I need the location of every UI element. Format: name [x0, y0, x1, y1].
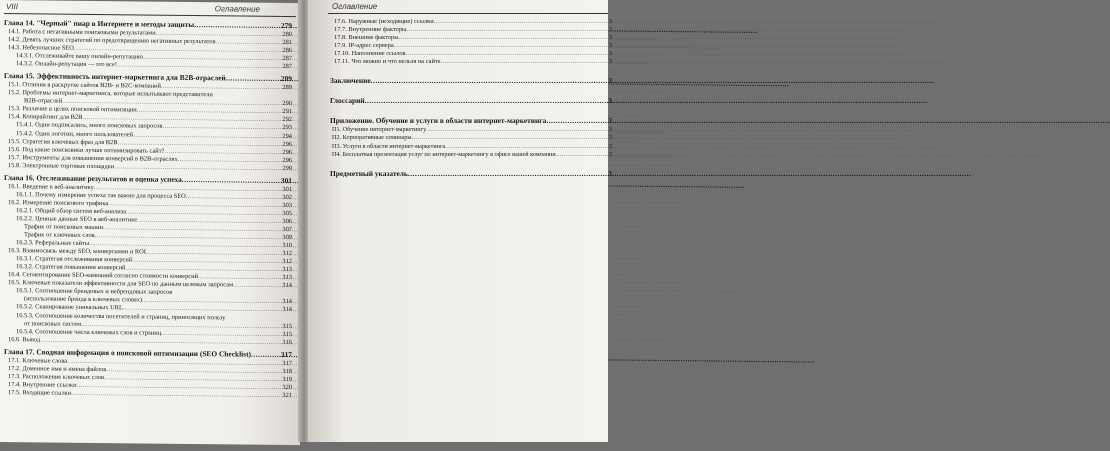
toc-entry-title: Глава 15. Эффективность интернет-маркетинга для B2B-отраслей: [4, 71, 226, 83]
toc-page-number: 3: [608, 96, 612, 106]
toc-entry: [4, 389, 292, 400]
toc-page-number: 3: [608, 26, 612, 34]
toc-leader-dots: [441, 58, 608, 66]
toc-leader-dots: [114, 163, 281, 173]
toc-entry: [330, 134, 612, 142]
toc-entry-title: 17.6. Наружные (исходящие) ссылки: [334, 18, 434, 25]
toc-page-number: 314: [282, 306, 292, 314]
toc-page-number: 3: [608, 50, 612, 58]
toc-entry-title: 17.5. Входящие ссылки: [8, 388, 72, 397]
toc-page-number: 313: [282, 274, 292, 282]
toc-leader-dots: [40, 336, 281, 347]
right-page: [308, 0, 612, 442]
toc-leader-dots: [412, 134, 608, 142]
toc-leader-dots: [556, 151, 608, 159]
toc-page-number: 296: [282, 148, 292, 156]
toc-gap: [330, 86, 612, 93]
toc-entry-title: П4. Бесплатная презентация услуг по интернет-маркетингу в офисе вашей компании: [332, 150, 556, 158]
toc-entry-title: 16.1. Введение в веб-аналитику: [8, 182, 94, 191]
toc-entry-title: 14.3.1. Отслеживайте вашу онлайн-репутацию: [16, 52, 143, 61]
toc-entry: [330, 58, 612, 66]
toc-entry-title: Глоссарий: [330, 96, 365, 106]
toc-page-number: 296: [282, 156, 292, 164]
toc-page-number: 3: [608, 134, 612, 142]
toc-page-number: 307: [282, 225, 292, 234]
toc-page-number: 294: [282, 132, 292, 140]
toc-page-number: 3: [608, 126, 612, 134]
toc-page-number: 319: [282, 375, 292, 383]
toc-page-number: 301: [282, 185, 292, 193]
toc-page-number: 3: [608, 42, 612, 50]
running-title: Оглавление: [214, 4, 260, 14]
toc-entry-title: 16.3.2. Стратегия повышения конверсий: [16, 263, 126, 272]
toc-page-number: 289: [280, 74, 292, 84]
toc-entry-title: 17.7. Внутренние факторы: [334, 26, 407, 34]
toc-leader-dots: [394, 42, 608, 50]
toc-entry-title: 15.2. Проблемы интернет-маркетинга, которые испытывают представители: [8, 89, 213, 99]
toc-page-number: 3: [608, 58, 612, 66]
toc-page-number: 315: [282, 322, 292, 330]
toc-page-number: 293: [282, 124, 292, 132]
toc-entry-title: 15.1. Отличия в раскрутке сайтов B2B- и B2C-компаний: [8, 81, 161, 90]
toc-entry-title: П1. Обучение интернет-маркетингу: [332, 126, 427, 134]
toc-entry-title: 15.4.2. Один логотип, много пользователей: [16, 129, 134, 138]
toc-page-number: 320: [282, 383, 292, 391]
toc-entry-title: 16.2.1. Общий обзор систем веб-анализа: [16, 207, 126, 216]
toc-page-number: 299: [282, 164, 292, 172]
toc-entry-title: Приложение. Обучение и услуги в области интернет-маркетинга: [330, 116, 547, 126]
toc-entry-title: 15.7. Инструменты для повышения конверсий в B2B-отраслях: [8, 153, 178, 163]
toc-entry-title: 16.3.1. Стратегия отслеживания конверсий: [16, 255, 133, 264]
toc-entry-title: 17.8. Внешние факторы: [334, 34, 399, 42]
toc-entry-title: 16.5.1. Соотношение брендовых и небрендовых запросов: [16, 287, 173, 297]
toc-entry-title: 15.6. Под какие поисковики лучше оптимизировать сайт?: [8, 145, 165, 155]
toc-page-number: 3: [608, 142, 612, 150]
toc-entry: [330, 143, 612, 151]
toc-entry-title: 14.3. Небезопасное SEO: [8, 44, 74, 52]
toc-leader-dots: [371, 76, 608, 86]
toc-chapter-entry: [330, 169, 612, 179]
toc-entry-title: Предметный указатель: [330, 169, 408, 179]
toc-page-number: 3: [608, 116, 612, 126]
toc-page-number: 3: [608, 34, 612, 42]
toc-entry: [4, 60, 292, 71]
toc-entry-title: 17.9. IP-адрес сервера: [334, 42, 394, 50]
toc-entry: [330, 126, 612, 134]
toc-page-number: 312: [282, 258, 292, 266]
toc-page-number: 291: [282, 108, 292, 116]
toc-entry: [330, 151, 612, 159]
toc-leader-dots: [434, 18, 608, 26]
toc-gap: [330, 66, 612, 73]
toc-entry-title: 16.1.1. Почему измерение успеха так важно для процесса SEO: [16, 190, 186, 200]
toc-page-number: 315: [282, 330, 292, 338]
toc-entry-title: Трафик от поисковых машин: [24, 223, 104, 232]
toc-entry: [4, 336, 292, 347]
toc-entry-title: 17.3. Расположение ключевых слов: [8, 372, 105, 381]
toc-entry-title: 17.11. Что можно и что нельзя на сайте: [334, 58, 441, 66]
toc-entry-title: 16.5.4. Соотношение числа ключевых слов и страниц: [16, 327, 162, 337]
toc-page-number: 309: [282, 233, 292, 242]
toc-entry-title: Глава 17. Сводная информация о поисковой оптимизации (SEO Checklist): [4, 346, 251, 359]
toc-leader-dots: [71, 390, 281, 400]
toc-entry-title: 16.5.2. Сканирование уникальных URL: [16, 303, 123, 312]
toc-entry-title: B2B-отраслей: [24, 97, 63, 105]
toc-chapter-entry: [330, 96, 612, 106]
toc-entry-title: 16.2. Измерение поискового трафика: [8, 198, 109, 207]
toc-page-number: 3: [608, 76, 612, 86]
toc-entry: [330, 50, 612, 58]
toc-page-number: 279: [280, 20, 292, 31]
toc-page-number: 286: [282, 47, 292, 55]
toc-entry-title: Заключение: [330, 76, 371, 86]
toc-leader-dots: [365, 96, 608, 106]
toc-page-number: 290: [282, 100, 292, 108]
toc-page-number: 287: [282, 55, 292, 63]
toc-entry: [4, 162, 292, 173]
toc-entry-title: 15.3. Различие в целях поисковой оптимизации: [8, 105, 137, 114]
toc-gap: [330, 106, 612, 113]
toc-page-number: 314: [282, 282, 292, 290]
toc-chapter-entry: [330, 76, 612, 86]
toc-entry-title: 17.1. Ключевые слова: [8, 356, 68, 365]
toc-entry-title: 16.2.3. Реферальные сайты: [16, 239, 90, 248]
toc-page-number: 296: [282, 140, 292, 148]
toc-page-number: 314: [282, 298, 292, 306]
toc-entry-title: 16.2.2. Ценные данные SEO в веб-аналитике: [16, 215, 138, 224]
toc-entry-title: 14.2. Девять лучших стратегий по предотвращению негативных результатов: [8, 36, 216, 46]
toc-page-number: 305: [282, 209, 292, 217]
toc-left: [4, 18, 292, 400]
toc-entry-title: 15.8. Электронные торговые площадки: [8, 161, 115, 170]
toc-page-number: 3: [608, 169, 612, 179]
toc-entry-title: 17.10. Наполнение ссылок: [334, 50, 406, 58]
toc-leader-dots: [117, 61, 281, 71]
toc-page-number: 281: [282, 39, 292, 47]
header-rule: [328, 13, 608, 14]
toc-leader-dots: [426, 126, 608, 134]
toc-page-number: 318: [282, 367, 292, 375]
toc-page-number: 289: [282, 84, 292, 92]
toc-page-number: 317: [280, 349, 292, 359]
toc-leader-dots: [226, 74, 280, 85]
toc-entry-title: 16.3. Взаимосвязь между SEO, конверсиями и ROI: [8, 247, 146, 256]
toc-entry-title: 17.4. Внутренние ссылки: [8, 380, 77, 389]
toc-leader-dots: [406, 26, 608, 34]
toc-page-number: 303: [282, 201, 292, 209]
toc-entry-title: П3. Услуги в области интернет-маркетинга: [332, 142, 446, 150]
toc-entry-title: Глава 16. Отслеживание результатов и оценка успеха: [4, 172, 182, 184]
toc-page-number: 310: [282, 242, 292, 250]
toc-entry-title: 14.1. Работа с негативными поисковыми результатами: [8, 28, 156, 37]
toc-gap: [330, 159, 612, 166]
toc-page-number: 3: [608, 18, 612, 25]
toc-entry: [330, 18, 612, 26]
toc-page-number: 3: [608, 150, 612, 158]
toc-entry: [330, 34, 612, 42]
toc-chapter-entry: [330, 116, 612, 126]
toc-entry-title: 16.5. Ключевые показатели эффективности для SEO по данным целевым запросам: [8, 279, 234, 289]
toc-entry-title: 17.2. Доменное имя и имена файлов: [8, 364, 107, 373]
toc-entry: [330, 42, 612, 50]
toc-entry-title: 16.5.3. Соотношение количества посетителей и страниц, приносящих пользу: [16, 311, 226, 321]
toc-leader-dots: [251, 349, 280, 359]
toc-entry-title: от поисковых систем: [24, 319, 82, 328]
toc-entry-title: (использование бренда в ключевых словах): [24, 295, 143, 304]
toc-page-number: 292: [282, 116, 292, 124]
left-page: [0, 0, 300, 445]
toc-page-number: 321: [282, 391, 292, 399]
running-title: Оглавление: [332, 2, 378, 11]
toc-page-number: 313: [282, 266, 292, 274]
toc-page-number: 301: [280, 175, 292, 185]
toc-entry-title: 15.5. Стратегия ключевых фраз для B2B: [8, 137, 118, 146]
toc-page-number: 312: [282, 250, 292, 258]
toc-leader-dots: [233, 282, 281, 291]
toc-entry-title: Трафик от ключевых слов: [24, 231, 95, 240]
toc-page-number: 302: [282, 193, 292, 201]
toc-page-number: 317: [282, 359, 292, 367]
toc-leader-dots: [398, 34, 607, 42]
toc-page-number: 287: [282, 63, 292, 71]
toc-page-number: 306: [282, 217, 292, 225]
toc-entry-title: 15.4.1. Одни подписались, много поисковых запросов: [16, 121, 163, 131]
toc-entry-title: 14.3.2. Онлайн-репутация — это все!: [16, 60, 118, 69]
toc-leader-dots: [406, 50, 608, 58]
toc-entry-title: 15.4. Копирайтинг для B2B: [8, 113, 83, 122]
toc-entry-title: П2. Корпоративные семинары: [332, 134, 412, 142]
toc-right: [330, 18, 612, 179]
toc-leader-dots: [408, 169, 607, 179]
toc-entry: [330, 26, 612, 34]
toc-page-number: 316: [282, 338, 292, 346]
toc-entry-title: 16.6. Вывод: [8, 335, 41, 344]
toc-leader-dots: [546, 116, 607, 126]
toc-entry-title: Глава 14. "Черный" пиар в Интернете и методы защиты: [4, 18, 195, 30]
toc-entry-title: 16.4. Сегментирование SEO-кампаний согласно стоимости конверсий: [8, 271, 198, 281]
toc-leader-dots: [445, 143, 608, 151]
page-number: VIII: [6, 2, 19, 12]
toc-page-number: 280: [282, 30, 292, 39]
